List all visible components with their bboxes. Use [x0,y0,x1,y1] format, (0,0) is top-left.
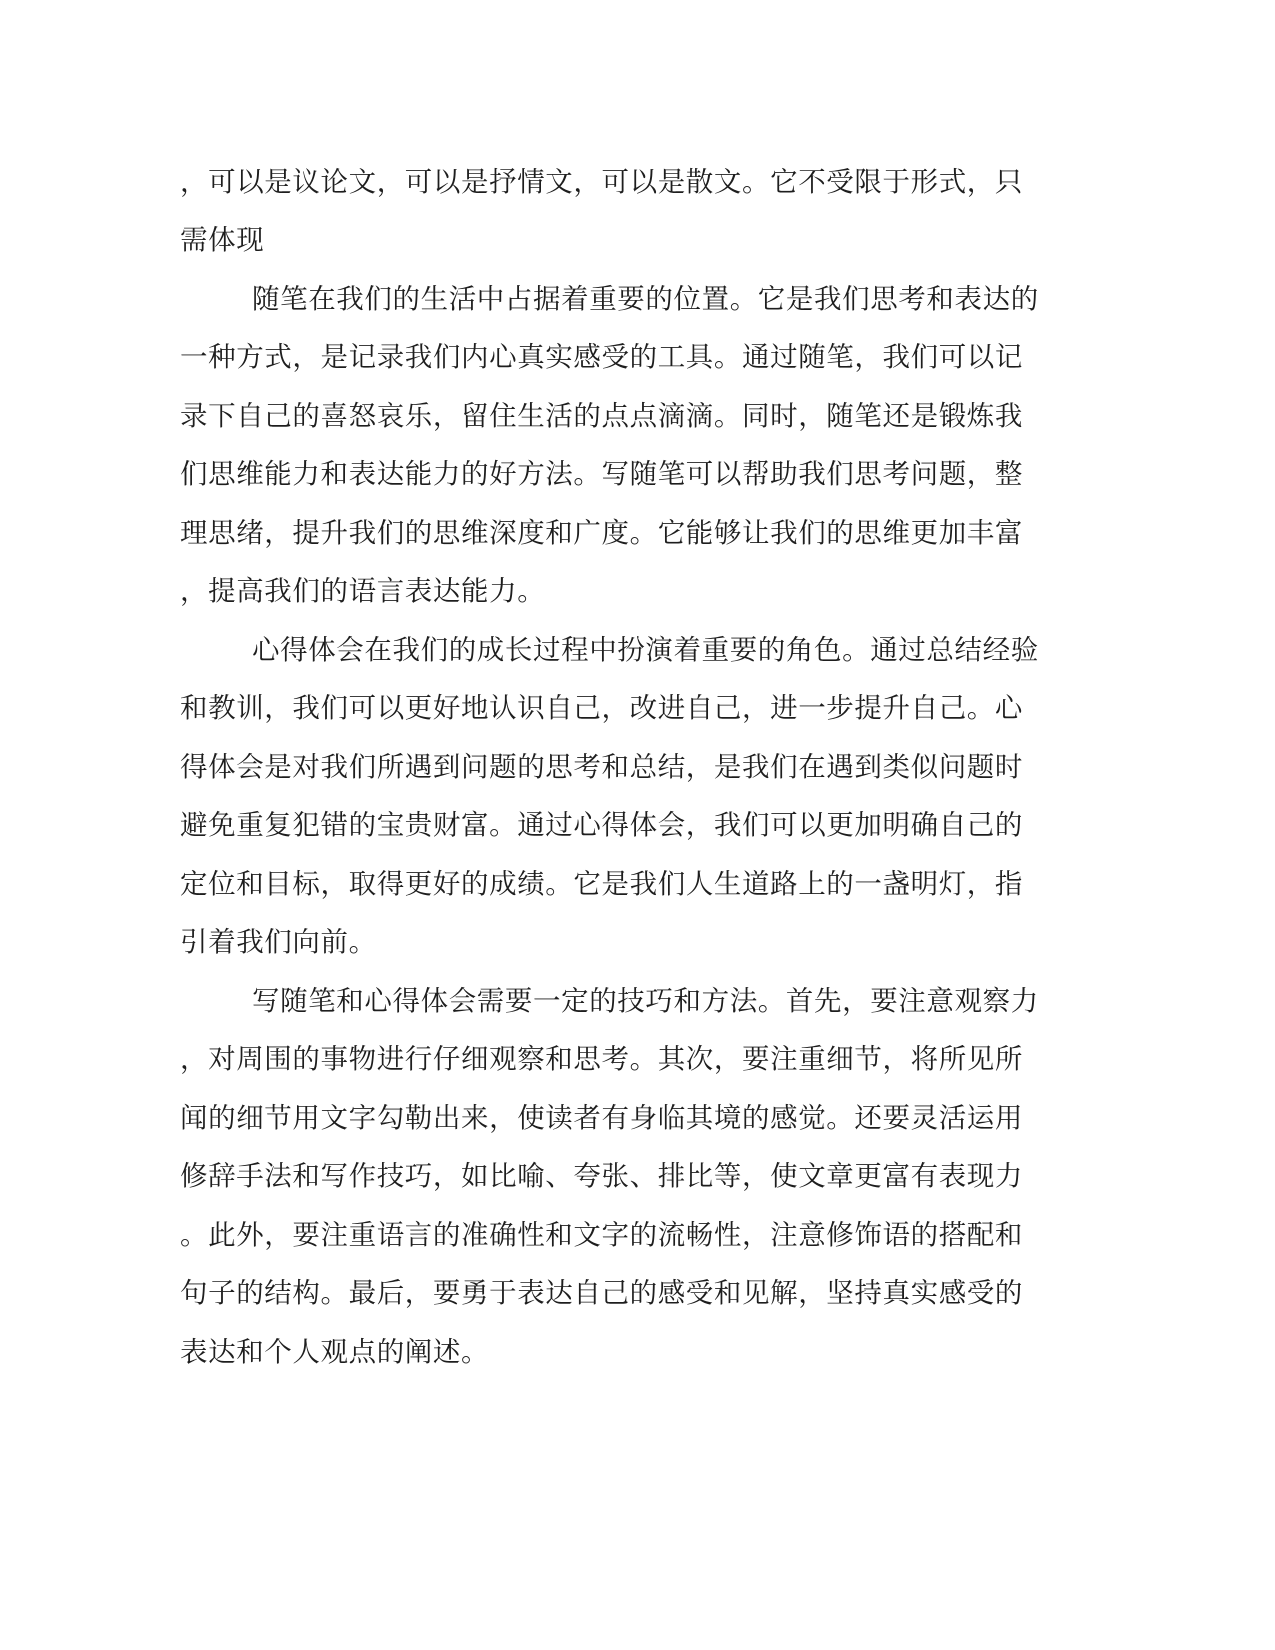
text-line: 得体会是对我们所遇到问题的思考和总结，是我们在遇到类似问题时 [180,751,1023,783]
text-line: 录下自己的喜怒哀乐，留住生活的点点滴滴。同时，随笔还是锻炼我 [180,400,1023,432]
paragraph-first-line: 心得体会在我们的成长过程中扮演着重要的角色。通过总结经验 [252,634,1039,666]
text-line: 避免重复犯错的宝贵财富。通过心得体会，我们可以更加明确自己的 [180,809,1023,841]
text-line: 和教训，我们可以更好地认识自己，改进自己，进一步提升自己。心 [180,692,1023,724]
text-line: 一种方式，是记录我们内心真实感受的工具。通过随笔，我们可以记 [180,341,1023,373]
text-line: 。此外，要注重语言的准确性和文字的流畅性，注意修饰语的搭配和 [180,1219,1023,1251]
text-line: 表达和个人观点的阐述。 [180,1336,490,1368]
paragraph-first-line: 随笔在我们的生活中占据着重要的位置。它是我们思考和表达的 [252,283,1039,315]
text-line: 引着我们向前。 [180,926,377,958]
text-line: ，可以是议论文，可以是抒情文，可以是散文。它不受限于形式，只 [180,166,1023,198]
text-line: 闻的细节用文字勾勒出来，使读者有身临其境的感觉。还要灵活运用 [180,1102,1023,1134]
paragraph-first-line: 写随笔和心得体会需要一定的技巧和方法。首先，要注意观察力 [252,985,1039,1017]
text-line: 们思维能力和表达能力的好方法。写随笔可以帮助我们思考问题，整 [180,458,1023,490]
text-line: ，提高我们的语言表达能力。 [180,575,546,607]
text-line: 定位和目标，取得更好的成绩。它是我们人生道路上的一盏明灯，指 [180,868,1023,900]
text-line: 修辞手法和写作技巧，如比喻、夸张、排比等，使文章更富有表现力 [180,1160,1023,1192]
text-line: 句子的结构。最后，要勇于表达自己的感受和见解，坚持真实感受的 [180,1277,1023,1309]
text-line: 需体现 [180,224,265,256]
text-line: ，对周围的事物进行仔细观察和思考。其次，要注重细节，将所见所 [180,1043,1023,1075]
text-line: 理思绪，提升我们的思维深度和广度。它能够让我们的思维更加丰富 [180,517,1023,549]
